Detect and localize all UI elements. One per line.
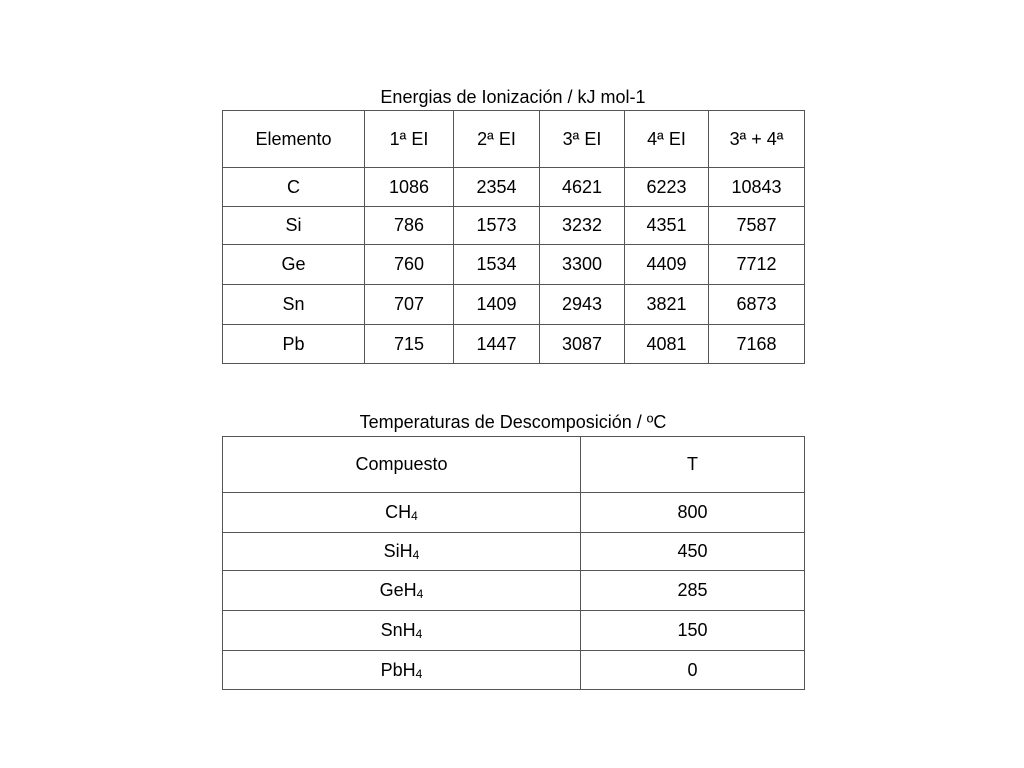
value-cell: 707 xyxy=(365,285,454,325)
value-cell: 4621 xyxy=(540,168,625,207)
compound-cell xyxy=(223,493,581,533)
table-header-row xyxy=(223,111,805,168)
value-cell: 7712 xyxy=(709,245,805,285)
ionization-table-caption: Energias de Ionización / kJ mol-1 xyxy=(380,87,646,107)
compound-cell xyxy=(223,651,581,690)
value-cell: 3087 xyxy=(540,325,625,364)
header-cell: T xyxy=(581,437,805,493)
value-cell: 760 xyxy=(365,245,454,285)
header-cell: 2ª EI xyxy=(454,111,540,168)
header-cell: 1ª EI xyxy=(365,111,454,168)
compound-base: SiH xyxy=(383,541,413,561)
header-cell: Compuesto xyxy=(223,437,581,493)
value-cell: 786 xyxy=(365,207,454,245)
value-cell: 6873 xyxy=(709,285,805,325)
compound-cell xyxy=(223,533,581,571)
header-cell: 3ª + 4ª xyxy=(709,111,805,168)
table-header-row xyxy=(223,437,805,493)
table-row xyxy=(223,611,805,651)
compound-subscript: 4 xyxy=(412,548,420,562)
element-cell: Sn xyxy=(223,285,365,325)
element-cell: Pb xyxy=(223,325,365,364)
temperature-cell: 150 xyxy=(581,611,805,651)
value-cell: 6223 xyxy=(625,168,709,207)
compound-subscript: 4 xyxy=(411,509,418,523)
value-cell: 1447 xyxy=(454,325,540,364)
table-row xyxy=(223,207,805,245)
compound-subscript: 4 xyxy=(416,587,424,601)
value-cell: 1409 xyxy=(454,285,540,325)
compound-cell xyxy=(223,571,581,611)
decomposition-temperature-table xyxy=(222,436,805,690)
header-cell: 3ª EI xyxy=(540,111,625,168)
value-cell: 1573 xyxy=(454,207,540,245)
element-cell: C xyxy=(223,168,365,207)
value-cell: 1534 xyxy=(454,245,540,285)
value-cell: 3300 xyxy=(540,245,625,285)
compound-base: CH xyxy=(385,502,412,522)
temperature-cell: 285 xyxy=(581,571,805,611)
compound-base: GeH xyxy=(379,580,417,600)
compound-subscript: 4 xyxy=(415,627,423,641)
header-cell: 4ª EI xyxy=(625,111,709,168)
value-cell: 7168 xyxy=(709,325,805,364)
table-row xyxy=(223,651,805,690)
temperature-cell: 0 xyxy=(581,651,805,690)
value-cell: 715 xyxy=(365,325,454,364)
table-row xyxy=(223,168,805,207)
table-row xyxy=(223,571,805,611)
header-cell: Elemento xyxy=(223,111,365,168)
compound-subscript: 4 xyxy=(415,666,423,681)
compound-cell xyxy=(223,611,581,651)
element-cell: Ge xyxy=(223,245,365,285)
compound-base: SnH xyxy=(380,620,416,640)
value-cell: 10843 xyxy=(709,168,805,207)
value-cell: 3232 xyxy=(540,207,625,245)
value-cell: 4409 xyxy=(625,245,709,285)
value-cell: 4351 xyxy=(625,207,709,245)
ionization-energy-table xyxy=(222,110,805,364)
value-cell: 2354 xyxy=(454,168,540,207)
element-cell: Si xyxy=(223,207,365,245)
temperature-cell: 800 xyxy=(581,493,805,533)
table-row xyxy=(223,245,805,285)
table-row xyxy=(223,533,805,571)
temperature-cell: 450 xyxy=(581,533,805,571)
table-row xyxy=(223,285,805,325)
value-cell: 3821 xyxy=(625,285,709,325)
table-row xyxy=(223,325,805,364)
decomposition-table-caption: Temperaturas de Descomposición / ºC xyxy=(359,412,667,432)
value-cell: 7587 xyxy=(709,207,805,245)
value-cell: 4081 xyxy=(625,325,709,364)
table-row xyxy=(223,493,805,533)
compound-base: PbH xyxy=(380,659,416,680)
value-cell: 2943 xyxy=(540,285,625,325)
value-cell: 1086 xyxy=(365,168,454,207)
